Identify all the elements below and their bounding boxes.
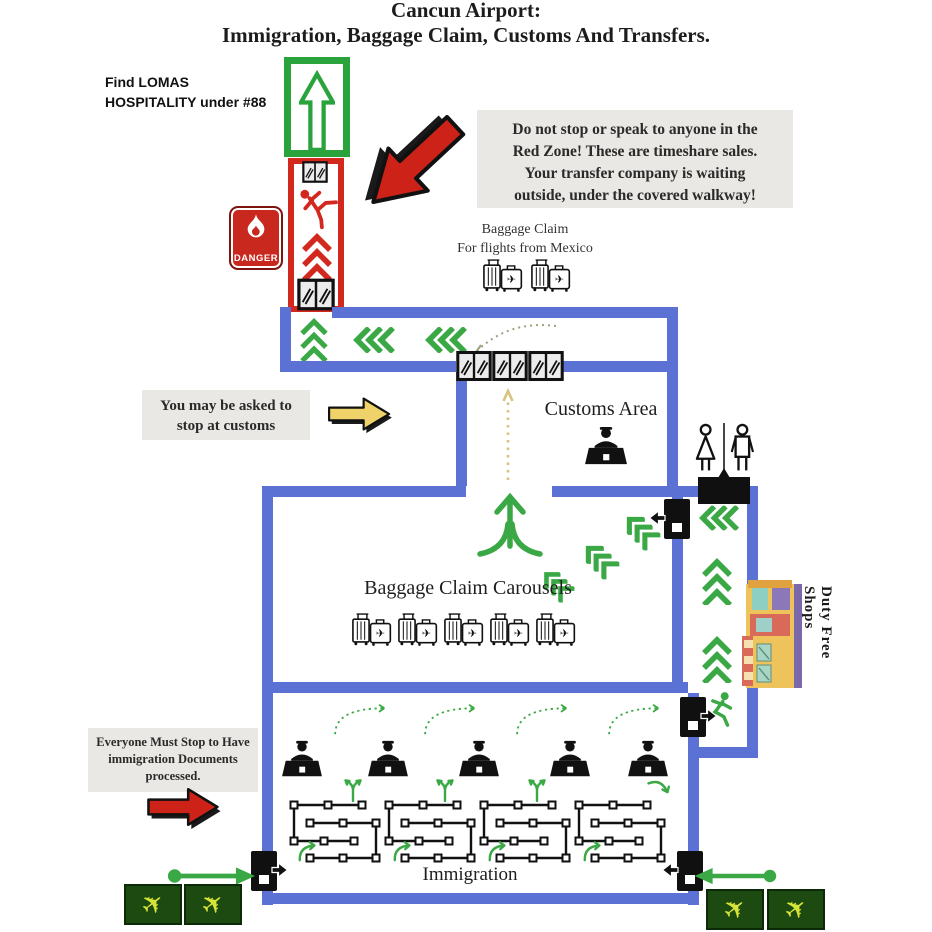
page-title-line1: Cancun Airport: xyxy=(391,0,541,22)
duty-free-shop-icon xyxy=(742,578,802,688)
luggage-icon xyxy=(488,608,532,648)
red-exit-arrow-icon xyxy=(342,95,484,235)
exit-outside-box xyxy=(284,57,350,157)
exit-up-arrow-icon xyxy=(299,70,335,154)
door-arrow-left-icon xyxy=(661,861,679,879)
restrooms-marker-icon xyxy=(718,468,730,478)
wall-segment xyxy=(262,486,466,497)
page-title-line2: Immigration, Baggage Claim, Customs And Transfers. xyxy=(221,22,711,47)
queue-entry-arrow-icon xyxy=(581,840,605,862)
lomas-note-line2: HOSPITALITY under #88 xyxy=(105,94,267,111)
luggage-icon xyxy=(442,608,486,648)
danger-label: DANGER xyxy=(233,253,279,264)
queue-entry-arrow-icon xyxy=(391,840,415,862)
immigration-stop-line2: immigration Documents xyxy=(108,751,238,766)
plane-sign xyxy=(767,889,825,930)
plane-icon: ✈ xyxy=(777,890,815,929)
baggage-mexico-label xyxy=(440,221,610,259)
corridor-chevrons-up-icon xyxy=(300,317,328,361)
luggage-icon xyxy=(529,254,573,294)
door-arrow-right-icon xyxy=(271,861,289,879)
immigration-desk-icon xyxy=(627,740,669,778)
plane-sign xyxy=(184,884,242,925)
wall-segment xyxy=(667,307,678,497)
wall-segment xyxy=(456,372,467,486)
right-corridor-chevrons-up-icon xyxy=(702,556,732,606)
queue-entry-arrow-icon xyxy=(296,840,320,862)
immigration-flow-arc xyxy=(330,702,394,736)
luggage-icon xyxy=(396,608,440,648)
baggage-mexico-line2: For flights from Mexico xyxy=(457,240,593,256)
lomas-note xyxy=(105,72,305,113)
plane-sign xyxy=(124,884,182,925)
wall-segment xyxy=(280,361,456,372)
customs-area-label: Customs Area xyxy=(544,398,658,420)
wall-segment xyxy=(699,747,758,758)
red-zone-warning-note xyxy=(477,110,793,208)
page-title xyxy=(0,0,932,48)
immigration-flow-arc xyxy=(420,702,484,736)
red-immigration-arrow-icon xyxy=(144,784,224,830)
corridor-chevrons-left-icon xyxy=(352,327,398,353)
baggage-carousels-label: Baggage Claim Carousels xyxy=(364,577,572,599)
customs-exit-door-icon xyxy=(528,344,564,388)
lomas-note-line1: Find LOMAS xyxy=(105,74,189,90)
luggage-icon xyxy=(481,254,525,294)
plane-icon: ✈ xyxy=(716,890,754,929)
door-arrow-right-icon xyxy=(700,707,718,725)
customs-stop-line2: stop at customs xyxy=(176,418,276,435)
immigration-desk-icon xyxy=(458,740,500,778)
warning-line4: outside, under the covered walkway! xyxy=(514,187,756,204)
immigration-desk-icon xyxy=(281,740,323,778)
flame-icon xyxy=(243,213,269,245)
immigration-stop-line3: processed. xyxy=(145,768,201,783)
wall-segment xyxy=(262,486,273,693)
customs-stop-note xyxy=(142,390,310,440)
luggage-icon xyxy=(534,608,578,648)
immigration-desk-icon xyxy=(549,740,591,778)
door-arrow-left-icon xyxy=(648,509,666,527)
immigration-flow-arc xyxy=(512,702,576,736)
red-corridor-bottom-door-icon xyxy=(297,278,335,311)
yellow-customs-arrow-icon xyxy=(327,394,393,434)
customs-dotted-arrow xyxy=(500,388,516,484)
danger-sign xyxy=(229,206,283,270)
immigration-stop-note xyxy=(88,728,258,792)
right-corridor-chevrons-up-icon xyxy=(702,634,732,684)
immigration-flow-arc xyxy=(604,702,668,736)
plane-sign xyxy=(706,889,764,930)
customs-exit-door-icon xyxy=(456,344,492,388)
warning-line1: Do not stop or speak to anyone in the xyxy=(512,121,758,138)
warning-line3: Your transfer company is waiting xyxy=(524,165,746,182)
plane-icon: ✈ xyxy=(194,885,232,924)
luggage-icon xyxy=(350,608,394,648)
wall-segment xyxy=(262,893,699,904)
duty-free-label: Duty Free Shops xyxy=(801,586,834,660)
immigration-desk-icon xyxy=(367,740,409,778)
wall-segment xyxy=(562,361,678,372)
plane-icon: ✈ xyxy=(134,885,172,924)
warning-line2: Red Zone! These are timeshare sales. xyxy=(512,143,758,160)
queue-entry-arrow-icon xyxy=(486,840,510,862)
wall-segment xyxy=(262,682,688,693)
customs-desk-icon xyxy=(584,426,628,466)
merge-up-arrow-icon xyxy=(468,488,552,558)
right-corridor-chevrons-left-icon xyxy=(698,505,742,531)
customs-exit-door-icon xyxy=(492,344,528,388)
restrooms-base xyxy=(698,477,750,504)
arrival-arrow-right-icon xyxy=(692,864,778,888)
immigration-stop-line1: Everyone Must Stop to Have xyxy=(96,735,250,749)
baggage-mexico-line1: Baggage Claim xyxy=(481,222,569,237)
customs-stop-line1: You may be asked to xyxy=(160,398,292,414)
red-zone-chevrons-up-icon xyxy=(302,232,332,280)
baggage-entry-door xyxy=(664,499,690,539)
immigration-label: Immigration xyxy=(422,864,518,885)
